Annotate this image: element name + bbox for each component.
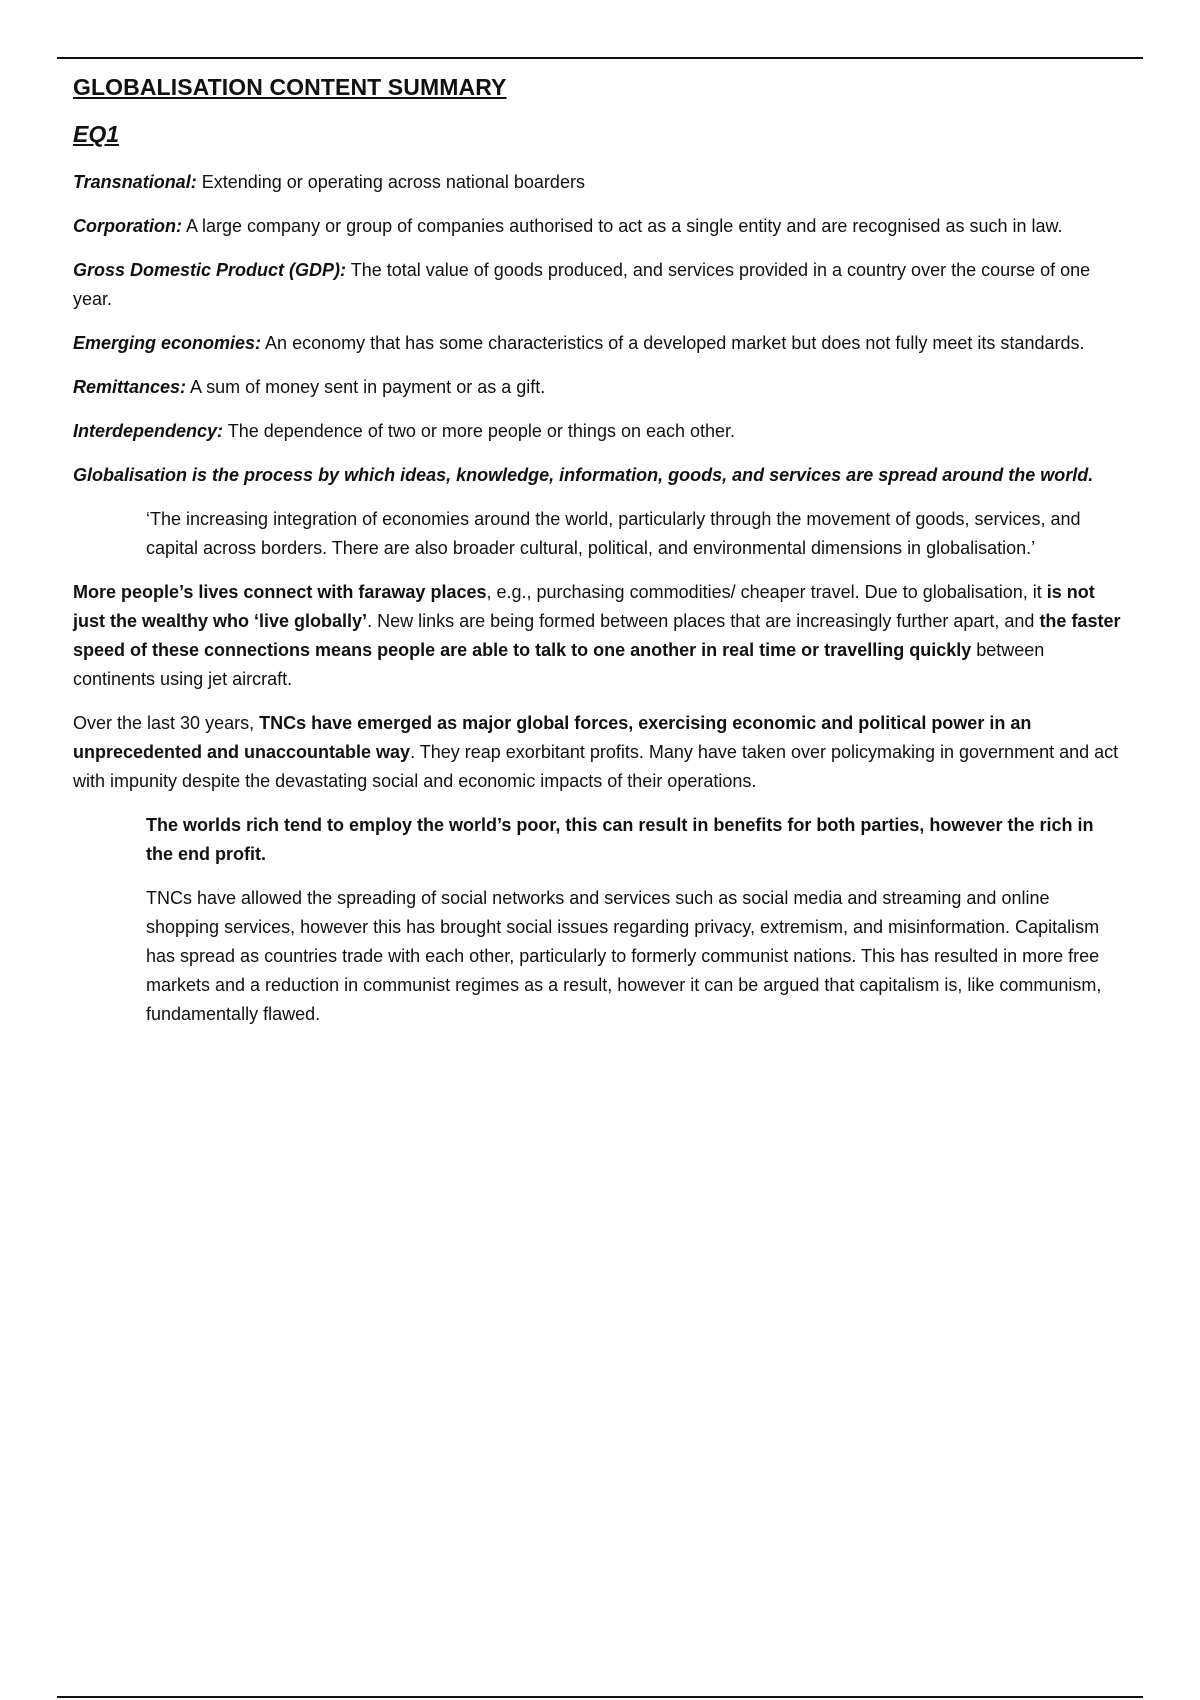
definition-corporation <box>73 212 1123 241</box>
document-page <box>73 74 1123 1044</box>
definition-gdp <box>73 256 1123 314</box>
definition-emerging-economies <box>73 329 1123 358</box>
definition-term: Transnational: <box>73 172 197 192</box>
bottom-rule <box>57 1696 1143 1698</box>
definition-term: Emerging economies: <box>73 333 262 353</box>
globalisation-quote: ‘The increasing integration of economies around the world, particularly through the movement of goods, services, and capital across borders. There are also broader cultural, political, and environmental dimensions in globalisation.’ <box>146 509 1081 558</box>
definition-text: A large company or group of companies authorised to act as a single entity and are recognised as such in law. <box>181 216 1063 236</box>
definition-remittances <box>73 373 1123 402</box>
definition-text: Extending or operating across national boarders <box>196 172 585 192</box>
body-text: . New links are being formed between places that are increasingly further apart, and <box>367 611 1040 631</box>
definition-term: Interdependency: <box>73 421 224 441</box>
body-text: Over the last 30 years, <box>73 713 260 733</box>
definition-text: An economy that has some characteristics of a developed market but does not fully meet its standards. <box>261 333 1085 353</box>
emphasis-text: the faster speed of these connections means people are able to talk to one another in real time or travelling quickly <box>73 611 1121 660</box>
body-text: , e.g., purchasing commodities/ cheaper travel. Due to globalisation, it <box>486 582 1047 602</box>
section-heading-eq1: EQ1 <box>73 121 120 147</box>
definition-interdependency <box>73 417 1123 446</box>
emphasis-text: TNCs have emerged as major global forces, exercising economic and political power in an unprecedented and unaccountable way <box>73 713 1032 762</box>
rich-poor-statement: The worlds rich tend to employ the world’s poor, this can result in benefits for both parties, however the rich in the end profit. <box>146 815 1094 864</box>
emphasis-text: is not just the wealthy who ‘live globally’ <box>73 582 1095 631</box>
emphasis-text: More people’s lives connect with faraway places <box>73 582 487 602</box>
definition-text: The dependence of two or more people or things on each other. <box>223 421 736 441</box>
definition-text: A sum of money sent in payment or as a gift. <box>186 377 546 397</box>
paragraph-connections <box>73 578 1123 694</box>
definition-term: Gross Domestic Product (GDP): <box>73 260 347 280</box>
definition-transnational <box>73 168 1123 197</box>
top-rule <box>57 57 1143 59</box>
definition-text: The total value of goods produced, and services provided in a country over the course of one year. <box>73 260 1091 309</box>
document-title: GLOBALISATION CONTENT SUMMARY <box>73 74 507 100</box>
paragraph-tncs <box>73 709 1123 796</box>
tnc-effects-paragraph: TNCs have allowed the spreading of social networks and services such as social media and streaming and online shopping services, however this has brought social issues regarding privacy, extremism, and misinformation. Capitalism has spread as countries trade with each other, particularly to formerly communist nations. This has resulted in more free markets and a reduction in communist regimes as a result, however it can be argued that capitalism is, like communism, fundamentally flawed. <box>146 888 1102 1024</box>
definition-term: Remittances: <box>73 377 187 397</box>
globalisation-statement: Globalisation is the process by which ideas, knowledge, information, goods, and services are spread around the world. <box>73 465 1094 485</box>
body-text: . They reap exorbitant profits. Many have taken over policymaking in government and act with impunity despite the devastating social and economic impacts of their operations. <box>73 742 1119 791</box>
body-text: between continents using jet aircraft. <box>73 640 1045 689</box>
definition-term: Corporation: <box>73 216 182 236</box>
